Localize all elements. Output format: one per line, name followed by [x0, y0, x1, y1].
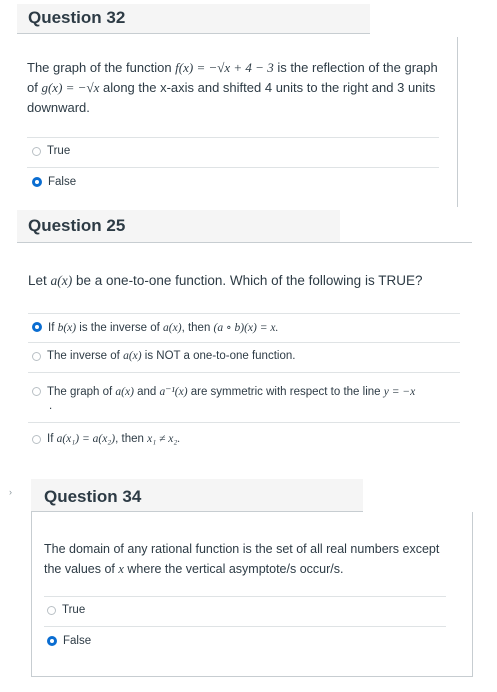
q25-option-3-text [47, 384, 415, 398]
q32-option-false-label: False [48, 176, 77, 188]
radio-button-selected[interactable] [32, 322, 42, 332]
q34-text-part: The domain of any rational function is the set of all real numbers except the values of [44, 542, 440, 576]
q34-divider [44, 626, 446, 627]
q25-option-3-trailing-period: . [49, 400, 53, 412]
q34-option-false-label: False [63, 635, 92, 647]
question-32-text [27, 58, 447, 118]
text-part: is NOT a one-to-one function. [141, 350, 296, 362]
q25-option-1[interactable] [32, 320, 278, 334]
radio-button[interactable] [32, 435, 41, 444]
q25-header-underline [17, 242, 472, 243]
radio-button[interactable] [32, 147, 41, 156]
q34-text-part: where the vertical asymptote/s occur/s. [123, 562, 344, 576]
q25-text-part: Let [28, 273, 51, 288]
q34-option-true-label: True [62, 604, 86, 616]
radio-button[interactable] [47, 606, 56, 615]
math-b: b(x) [57, 322, 77, 334]
math-line: y = −x [383, 386, 416, 398]
q34-divider [44, 596, 446, 597]
text-part: , then [181, 322, 214, 334]
q25-text-part: be a one-to-one function. Which of the following is TRUE? [72, 273, 423, 288]
question-32-right-border [457, 37, 458, 207]
q25-option-4-text [47, 433, 180, 445]
text-part: is the inverse of [76, 322, 164, 334]
text-part: If [47, 433, 57, 445]
math-a-inverse: a⁻¹(x) [159, 386, 188, 398]
question-32-title: Question 32 [28, 8, 126, 27]
q34-option-false[interactable] [47, 635, 91, 647]
text-part: The inverse of [47, 350, 124, 362]
q25-option-3[interactable] [32, 384, 415, 398]
q32-text-part: The graph of the function [27, 60, 176, 75]
question-34-left-border [31, 512, 32, 677]
q25-function-a: a(x) [50, 273, 73, 288]
radio-button-selected[interactable] [32, 177, 42, 187]
q32-option-false[interactable] [32, 176, 76, 188]
q32-divider [27, 137, 439, 138]
text-part: The graph of [47, 386, 116, 398]
text-part: and [133, 386, 160, 398]
question-25-text [28, 271, 468, 291]
q32-function-g: g(x) = −√x [41, 80, 100, 95]
q32-text-part: along the x-axis and shifted 4 units to the right and 3 units downward. [27, 80, 436, 115]
radio-button[interactable] [32, 352, 41, 361]
math-a: a(x) [163, 322, 182, 334]
q25-option-2[interactable] [32, 350, 295, 362]
radio-button[interactable] [32, 387, 41, 396]
q25-divider [28, 313, 460, 314]
q25-option-2-text [47, 350, 295, 362]
q25-divider [28, 422, 460, 423]
text-part: If [48, 322, 58, 334]
math-composition: (a ∘ b)(x) = x. [213, 322, 279, 334]
q32-option-true[interactable] [32, 145, 70, 157]
q34-bottom-border [31, 676, 473, 677]
math-inequality: x₁ ≠ x₂. [147, 433, 181, 445]
question-34-title: Question 34 [44, 487, 142, 506]
q34-option-true[interactable] [47, 604, 85, 616]
q34-math-x: x [118, 562, 124, 576]
radio-button-selected[interactable] [47, 636, 57, 646]
q25-option-1-text [48, 320, 278, 334]
q32-function-f: f(x) = −√x + 4 − 3 [175, 60, 274, 75]
q25-divider [28, 342, 460, 343]
q32-option-true-label: True [47, 145, 71, 157]
math-a: a(x) [115, 386, 134, 398]
q32-divider [27, 167, 439, 168]
q25-divider [28, 372, 460, 373]
q32-text-part: is the reflection of the graph of [27, 60, 438, 95]
question-34-right-border [472, 512, 473, 677]
text-part: , then [115, 433, 148, 445]
math-equality: a(x₁) = a(x₂) [56, 433, 116, 445]
q25-option-4[interactable] [32, 433, 180, 445]
text-part: are symmetric with respect to the line [187, 386, 384, 398]
question-34-text [44, 539, 459, 579]
question-25-title: Question 25 [28, 216, 126, 235]
math-a: a(x) [123, 350, 142, 362]
collapse-chevron-icon[interactable]: › [9, 487, 12, 497]
